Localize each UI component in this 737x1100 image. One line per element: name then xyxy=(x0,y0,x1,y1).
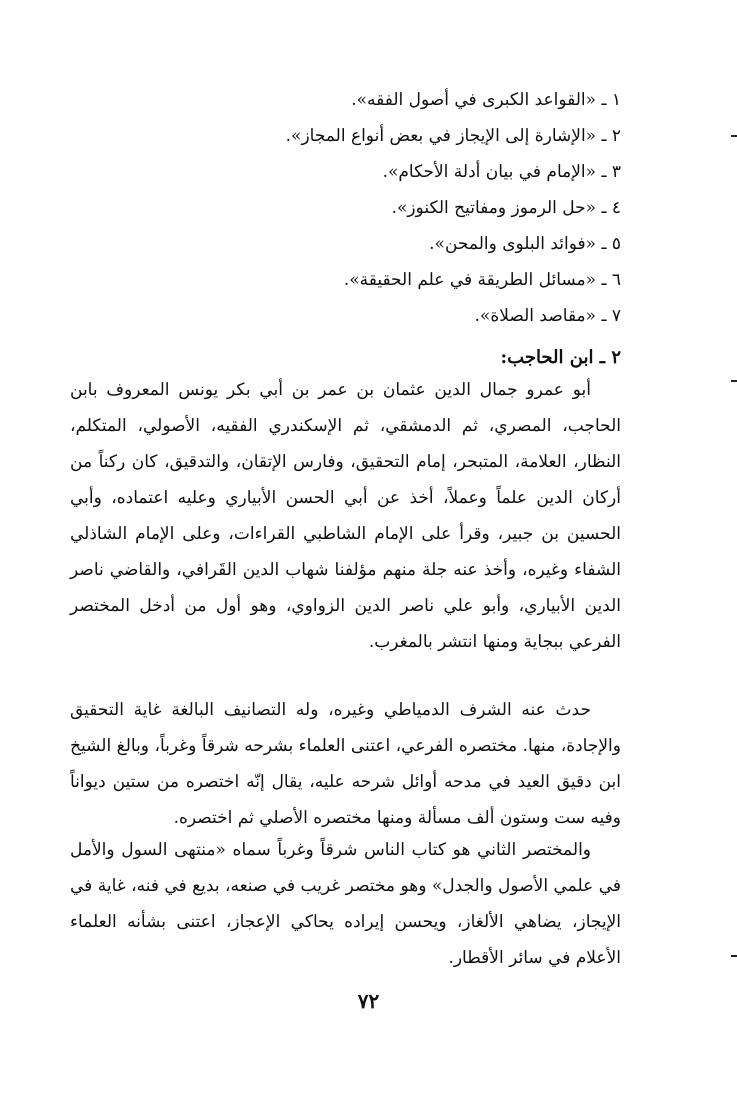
list-item: ٥ ـ «فوائد البلوى والمحن». xyxy=(429,234,621,254)
scan-edge-mark xyxy=(731,135,737,137)
list-item: ١ ـ «القواعد الكبرى في أصول الفقه». xyxy=(351,90,621,110)
section-heading: ٢ ـ ابن الحاجب: xyxy=(500,347,621,368)
list-item: ٣ ـ «الإمام في بيان أدلة الأحكام». xyxy=(382,162,621,182)
paragraph-mukhtasar: والمختصر الثاني هو كتاب الناس شرقاً وغرباً سماه «منتهى السول والأمل في علمي الأصول والجدل» وهو مختصر غريب في صنعه، بديع في فنه، غاية في الإيجاز، يضاهي الألغاز، ويحسن إيراده يحاكي الإعجاز، اعتنى بشأنه العلماء الأعلام في سائر الأقطار. xyxy=(70,840,621,968)
paragraph-biography: أبو عمرو جمال الدين عثمان بن عمر بن أبي بكر يونس المعروف بابن الحاجب، المصري، ثم الدمشقي، ثم الإسكندري الفقيه، الأصولي، المتكلم، النظار، العلامة، المتبحر، إمام التحقيق، وفارس الإتقان، والتدقيق، كان ركناً من أركان الدين علماً وعملاً، أخذ عن أبي الحسن الأبياري وعليه اعتماده، وأبي الحسين بن جبير، وقرأ على الإمام الشاطبي القراءات، وعلى الإمام الشاذلي الشفاء وغيره، وأخذ عنه جلة منهم مؤلفنا شهاب الدين القَرافي، والقاضي ناصر الدين الأبياري، وأبو علي ناصر الدين الزواوي، وهو أول من أدخل المختصر الفرعي ببجاية ومنها انتشر بالمغرب. xyxy=(70,380,621,652)
scan-edge-mark xyxy=(731,380,737,382)
list-item: ٤ ـ «حل الرموز ومفاتيح الكنوز». xyxy=(391,198,621,218)
scan-edge-mark xyxy=(731,955,737,957)
list-item: ٧ ـ «مقاصد الصلاة». xyxy=(474,306,621,326)
list-item: ٦ ـ «مسائل الطريقة في علم الحقيقة». xyxy=(343,270,621,290)
works-list xyxy=(70,82,621,334)
paragraph-works: حدث عنه الشرف الدمياطي وغيره، وله التصانيف البالغة غاية التحقيق والإجادة، منها. مختصره الفرعي، اعتنى العلماء بشرحه شرقاً وغرباً، وبالغ الشيخ ابن دقيق العيد في مدحه أوائل شرحه عليه، يقال إنّه اختصره من ستين ديواناً وفيه ست وستون ألف مسألة ومنها مختصره الأصلي ثم اختصره. xyxy=(70,700,621,828)
page-number: ٧٢ xyxy=(357,989,380,1013)
list-item: ٢ ـ «الإشارة إلى الإيجاز في بعض أنواع المجاز». xyxy=(285,126,621,146)
